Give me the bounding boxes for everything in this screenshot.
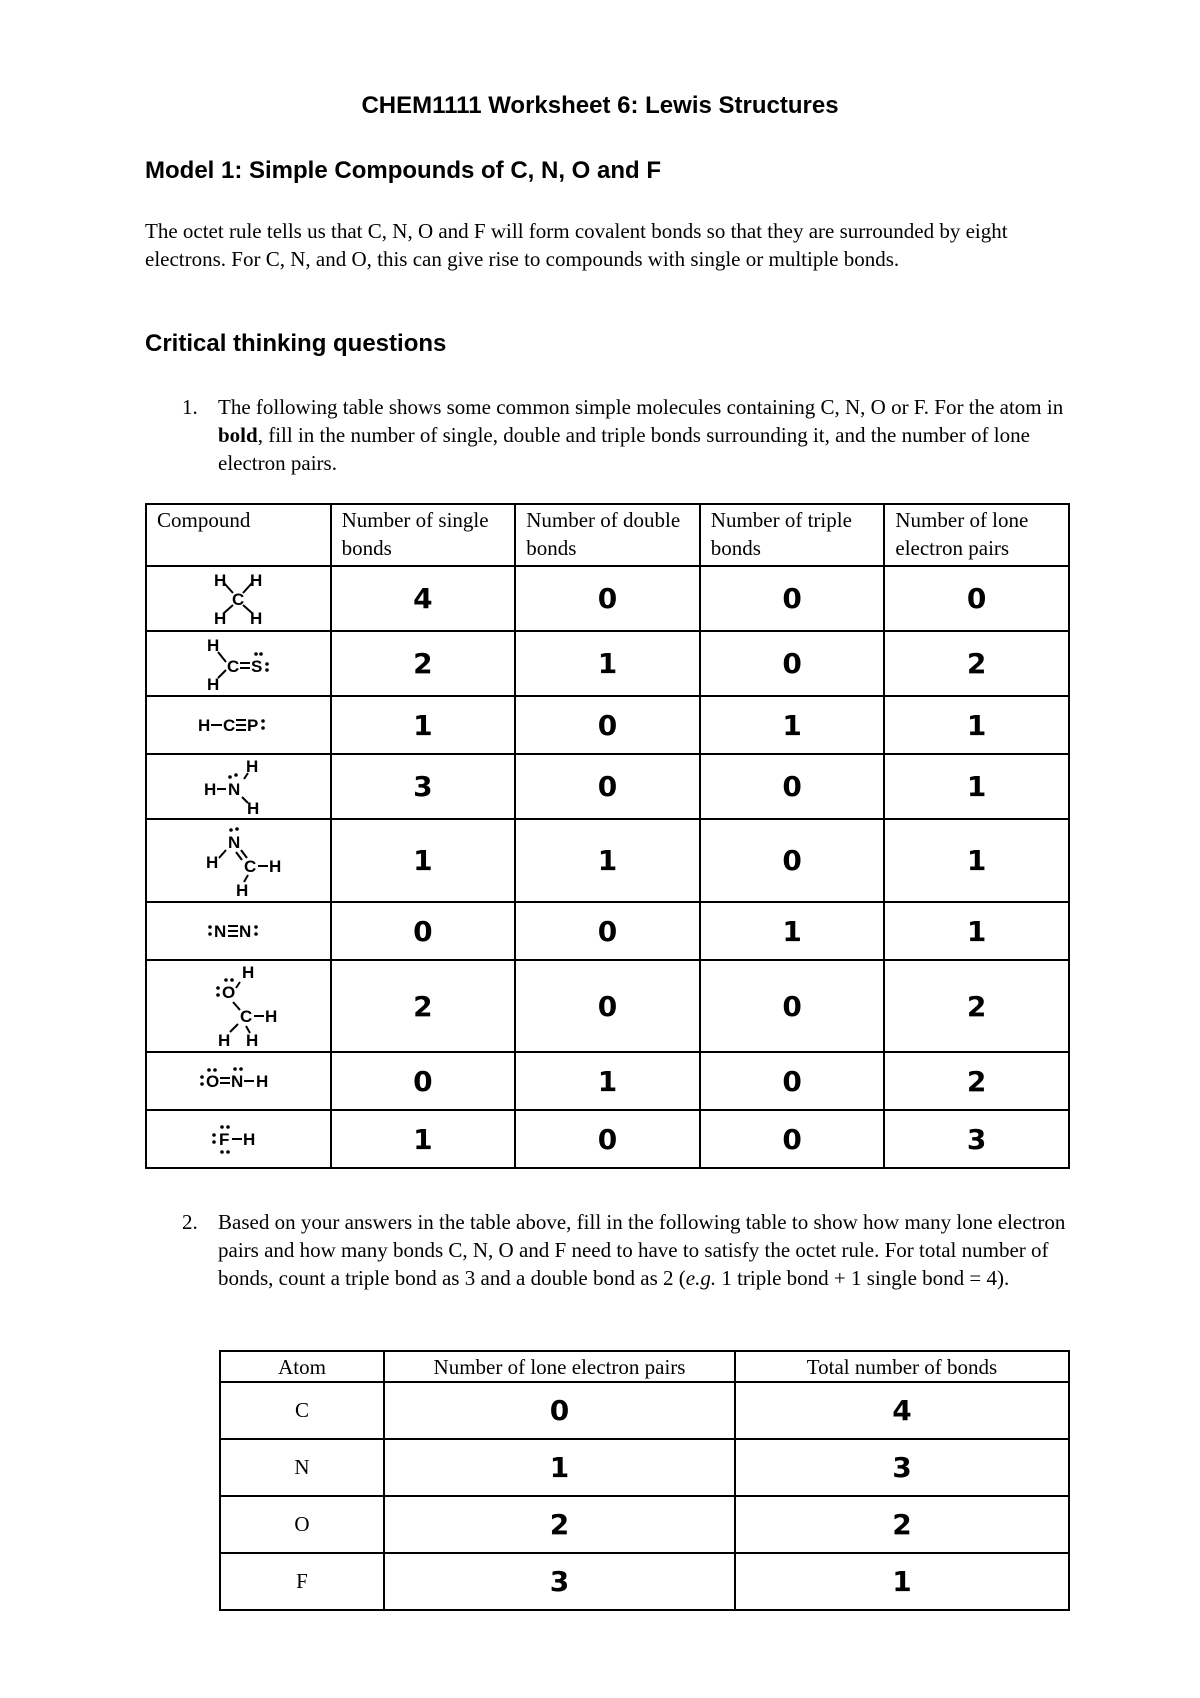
header-triple-bonds: Number of triple bonds [700, 504, 885, 566]
answer-double: 0 [597, 914, 618, 948]
svg-text:F: F [219, 1130, 230, 1149]
svg-text:N: N [228, 832, 241, 852]
answer-double: 0 [597, 582, 618, 615]
answer-triple: 0 [782, 647, 802, 680]
answer-bonds: 4 [892, 1394, 912, 1427]
svg-text:H: H [214, 570, 227, 590]
structure-hcp [146, 696, 331, 754]
question-1-number: 1. [182, 395, 198, 419]
answer-triple: 0 [782, 1064, 802, 1098]
question-2-text: Based on your answers in the table above, fill in the following table to show how many lone electron pairs and how many bonds C, N, O and F need to have to satisfy the octet rule. For total number of bonds, count a triple bond as 3 and a double bond as 2 (e.g. 1 triple bond + 1 single bond = 4). [218, 1210, 1066, 1290]
structure-n2 [146, 902, 331, 960]
svg-text:C: C [240, 1007, 253, 1026]
svg-text:H: H [256, 1072, 269, 1091]
svg-text:H: H [207, 674, 220, 694]
svg-text:H: H [246, 756, 259, 776]
svg-text:C: C [244, 856, 257, 876]
answer-double: 0 [597, 989, 618, 1023]
svg-text:H: H [246, 1031, 259, 1050]
svg-text:P: P [247, 716, 259, 735]
svg-text:H: H [269, 856, 282, 876]
structure-hnch2 [146, 819, 331, 902]
answer-triple: 0 [782, 844, 802, 877]
answer-lone: 1 [549, 1451, 570, 1484]
table-row [220, 1553, 1069, 1610]
answer-bonds: 3 [892, 1451, 912, 1484]
svg-text:H: H [206, 852, 219, 872]
svg-text:C: C [227, 656, 240, 676]
answer-double: 0 [597, 770, 618, 803]
answer-lone: 3 [966, 1122, 987, 1156]
bonds-table [145, 503, 1070, 1169]
svg-text:H: H [218, 1031, 231, 1050]
header-atom: Atom [220, 1351, 384, 1382]
table-row [220, 1496, 1069, 1553]
svg-text:H: H [243, 1130, 256, 1149]
question-1-text: The following table shows some common simple molecules containing C, N, O or F. For the atom in bold, fill in the number of single, double and triple bonds surrounding it, and the number of lone electron pairs. [218, 395, 1064, 475]
header-lone-pairs: Number of lone electron pairs [884, 504, 1069, 566]
atom-label: C [220, 1382, 384, 1439]
svg-text:O: O [222, 983, 236, 1002]
octet-table [219, 1350, 1070, 1611]
svg-text:H: H [242, 963, 255, 982]
answer-single: 2 [413, 989, 433, 1023]
svg-text:H: H [265, 1007, 278, 1026]
answer-lone: 1 [966, 708, 987, 742]
answer-lone: 2 [966, 647, 987, 680]
answer-bonds: 1 [892, 1565, 912, 1598]
table-row [146, 902, 1069, 960]
table-row [146, 631, 1069, 696]
answer-triple: 1 [782, 708, 802, 742]
atom-label: N [220, 1439, 384, 1496]
answer-single: 4 [413, 582, 433, 615]
table-row [146, 696, 1069, 754]
svg-text:N: N [239, 922, 252, 941]
answer-lone: 0 [549, 1394, 570, 1427]
answer-triple: 0 [782, 770, 802, 803]
svg-text:C: C [223, 716, 236, 735]
structure-nh3 [146, 754, 331, 819]
bonds-table-header [146, 504, 1069, 566]
svg-text:H: H [250, 570, 263, 590]
answer-triple: 0 [782, 989, 802, 1023]
table-row [146, 960, 1069, 1052]
section-heading: Critical thinking questions [145, 330, 447, 357]
answer-single: 1 [413, 844, 433, 877]
answer-single: 1 [413, 708, 433, 742]
svg-text:H: H [236, 880, 249, 900]
answer-triple: 0 [782, 582, 802, 615]
svg-text:H: H [198, 716, 211, 735]
answer-single: 0 [413, 914, 433, 948]
model-heading: Model 1: Simple Compounds of C, N, O and F [145, 157, 661, 184]
answer-lone: 1 [966, 844, 987, 877]
header-compound: Compound [146, 504, 331, 566]
table-row [146, 819, 1069, 902]
answer-lone: 2 [549, 1508, 570, 1541]
svg-text:O: O [206, 1072, 220, 1091]
table-row [146, 1110, 1069, 1168]
answer-double: 0 [597, 1122, 618, 1156]
table-row [146, 754, 1069, 819]
svg-text:H: H [207, 635, 220, 655]
octet-table-header [220, 1351, 1069, 1382]
answer-single: 0 [413, 1064, 433, 1098]
svg-text:H: H [250, 608, 263, 628]
answer-double: 1 [597, 844, 618, 877]
question-1 [182, 393, 1077, 477]
answer-lone: 1 [966, 770, 987, 803]
structure-hf [146, 1110, 331, 1168]
answer-double: 1 [597, 647, 618, 680]
svg-text:C: C [232, 589, 245, 609]
intro-paragraph: The octet rule tells us that C, N, O and F will form covalent bonds so that they are surrounded by eight electrons. For C, N, and O, this can give rise to compounds with single or multiple bonds. [145, 219, 1008, 271]
header-double-bonds: Number of double bonds [515, 504, 700, 566]
table-row [146, 1052, 1069, 1110]
answer-lone: 3 [549, 1565, 570, 1598]
question-2 [182, 1208, 1077, 1292]
answer-single: 3 [413, 770, 433, 803]
answer-single: 2 [413, 647, 433, 680]
answer-bonds: 2 [892, 1508, 912, 1541]
atom-label: O [220, 1496, 384, 1553]
header-total-bonds: Total number of bonds [735, 1351, 1069, 1382]
answer-lone: 0 [966, 582, 987, 615]
structure-h2cs [146, 631, 331, 696]
answer-double: 0 [597, 708, 618, 742]
worksheet-title: CHEM1111 Worksheet 6: Lewis Structures [361, 92, 839, 119]
svg-text:N: N [231, 1072, 244, 1091]
svg-text:H: H [214, 608, 227, 628]
answer-triple: 1 [782, 914, 802, 948]
answer-triple: 0 [782, 1122, 802, 1156]
svg-text:N: N [228, 779, 241, 799]
table-row [220, 1382, 1069, 1439]
header-single-bonds: Number of single bonds [331, 504, 516, 566]
table-row [146, 566, 1069, 631]
svg-text:H: H [204, 779, 217, 799]
header-lone-pairs: Number of lone electron pairs [384, 1351, 735, 1382]
svg-text:S: S [251, 656, 263, 676]
answer-lone: 2 [966, 989, 987, 1023]
table-row [220, 1439, 1069, 1496]
answer-lone: 1 [966, 914, 987, 948]
answer-single: 1 [413, 1122, 433, 1156]
structure-ch4 [146, 566, 331, 631]
svg-text:N: N [214, 922, 227, 941]
answer-double: 1 [597, 1064, 618, 1098]
structure-onh [146, 1052, 331, 1110]
svg-text:H: H [247, 798, 260, 817]
question-2-number: 2. [182, 1210, 198, 1234]
atom-label: F [220, 1553, 384, 1610]
structure-ch3oh [146, 960, 331, 1052]
answer-lone: 2 [966, 1064, 987, 1098]
